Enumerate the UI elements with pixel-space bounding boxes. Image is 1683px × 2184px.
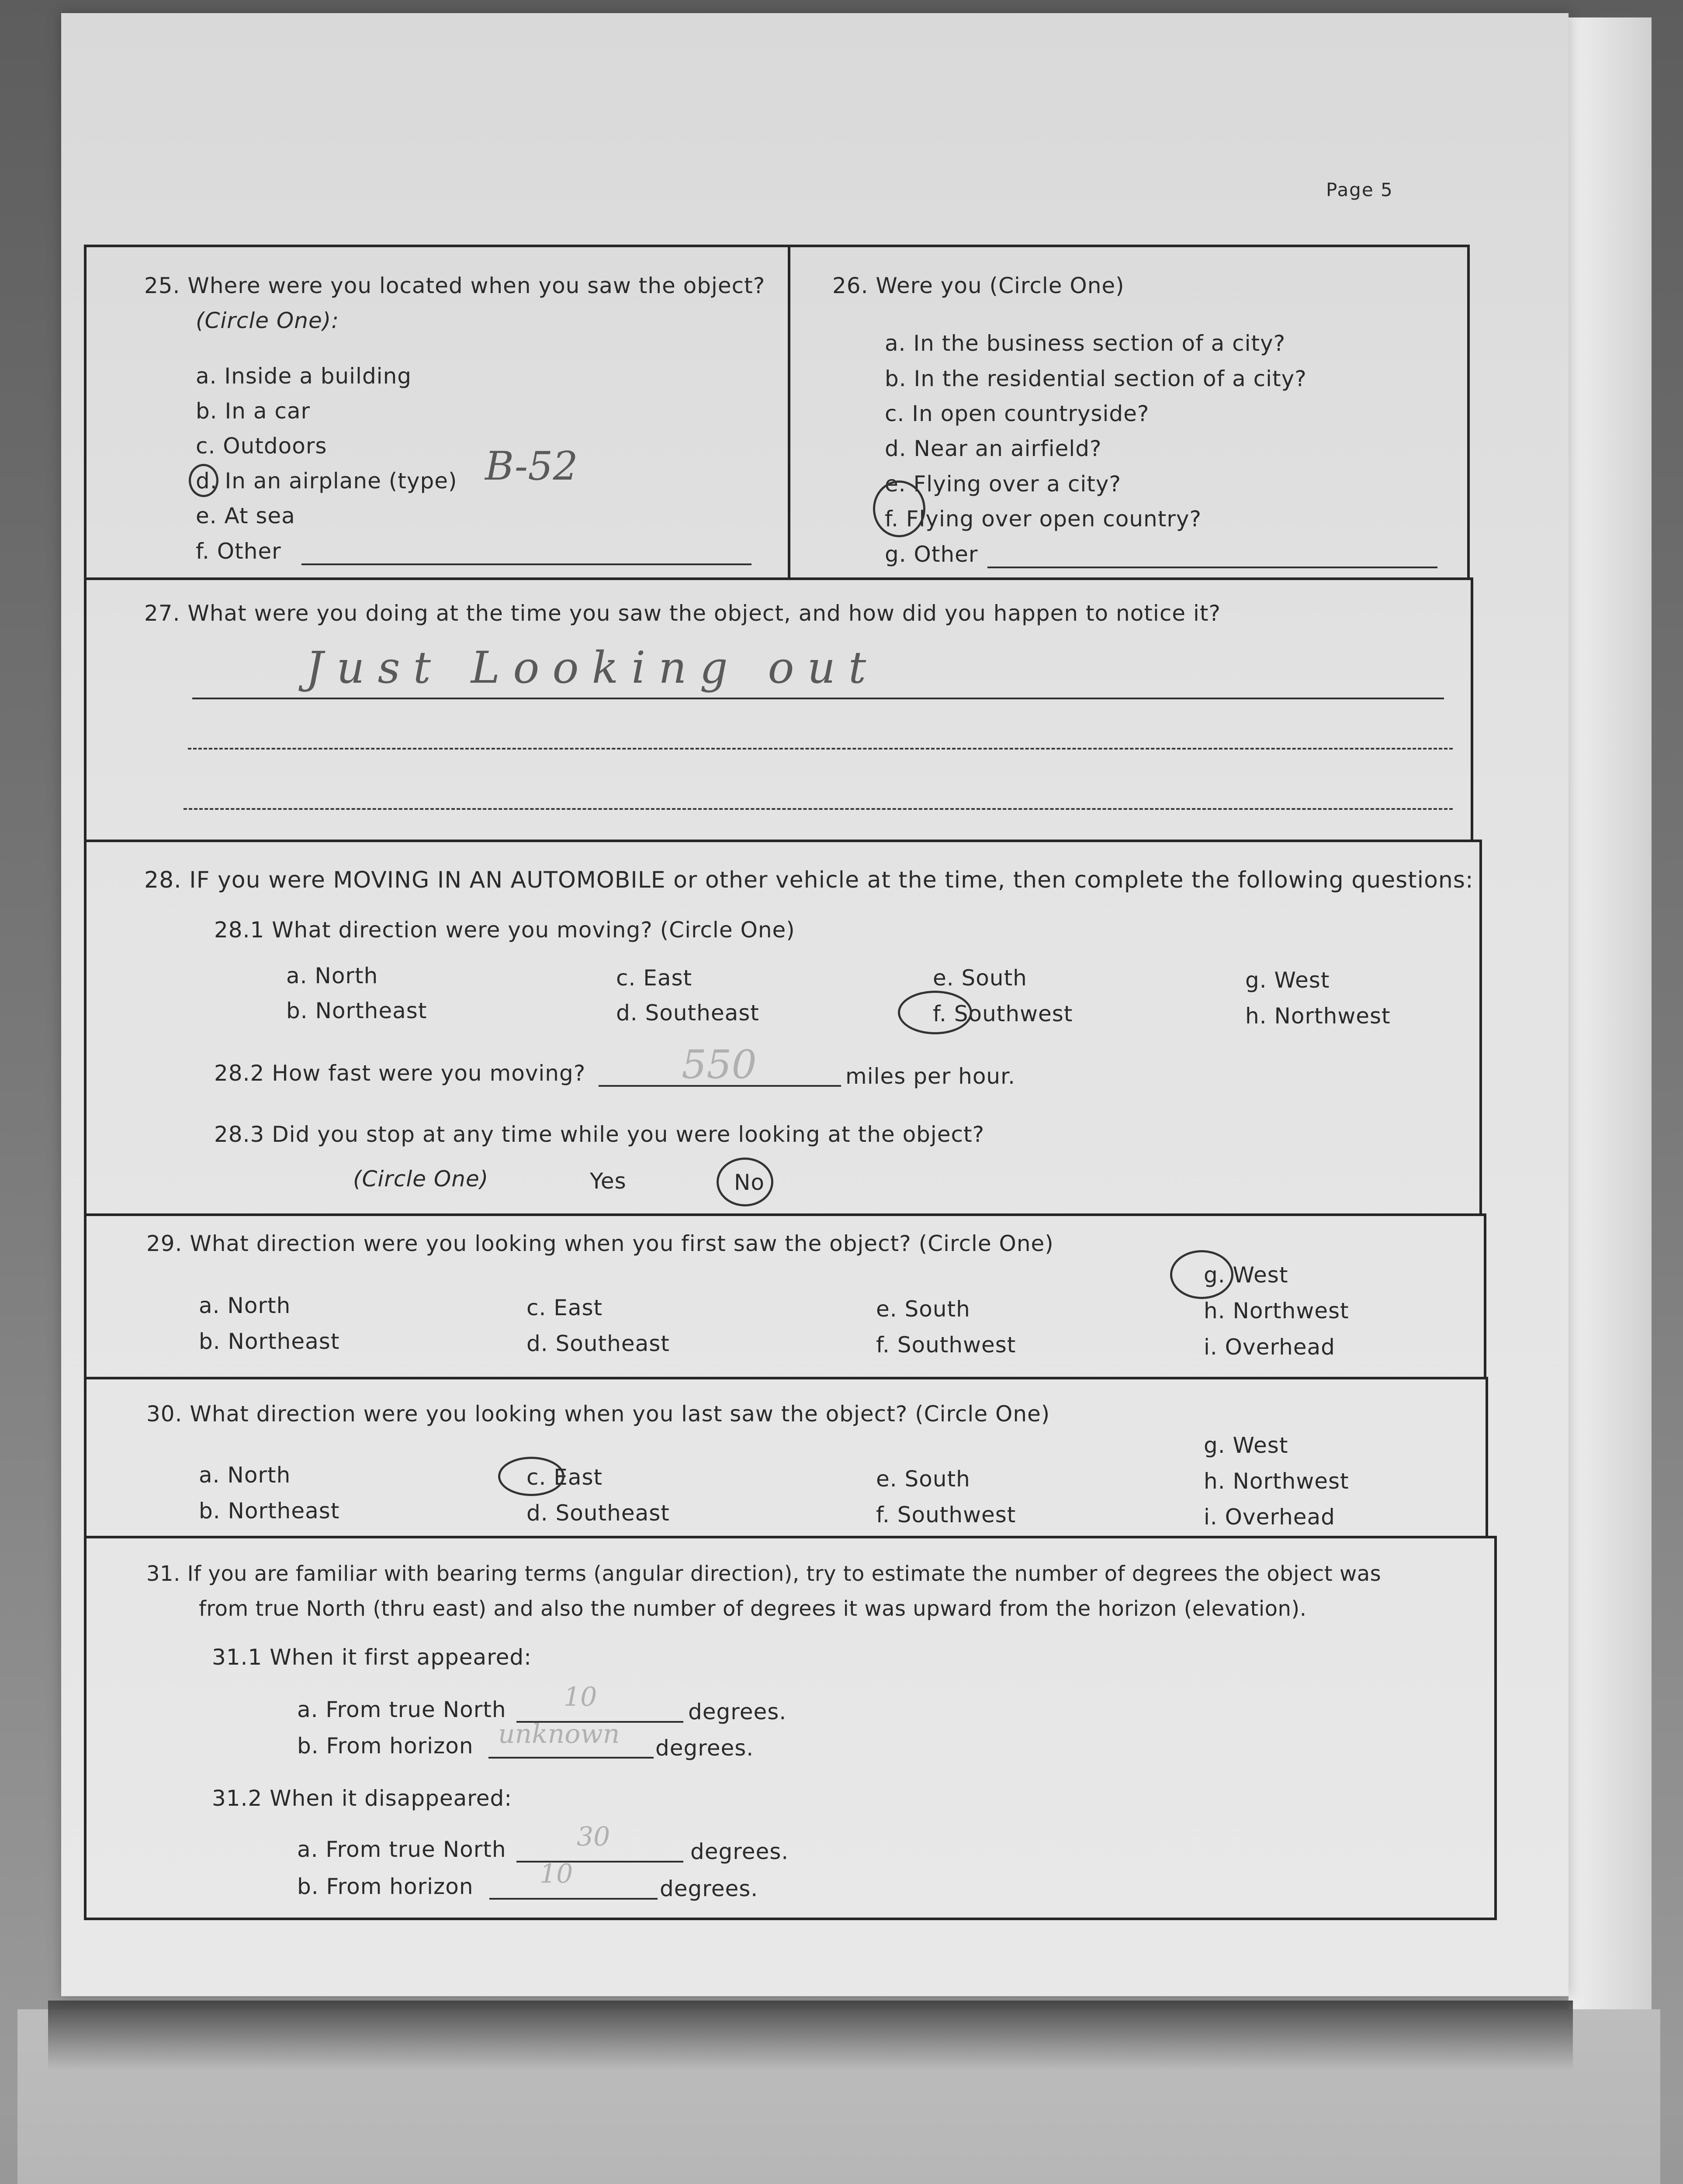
- q31-1a-label: a. From true North: [297, 1697, 506, 1722]
- q31-1a-answer: 10: [564, 1682, 597, 1712]
- q26-option-b: b. In the residential section of a city?: [885, 366, 1307, 391]
- q30-option-b: b. Northeast: [199, 1498, 340, 1524]
- q26-option-a: a. In the business section of a city?: [885, 331, 1286, 356]
- q28-direction-d: d. Southeast: [616, 1000, 759, 1026]
- q25-option-a: a. Inside a building: [196, 363, 412, 389]
- q30-question: 30. What direction were you looking when you last saw the object? (Circle One): [146, 1401, 1050, 1427]
- q25-option-d: d. In an airplane (type): [196, 468, 457, 494]
- q30-option-g: g. West: [1204, 1433, 1288, 1458]
- q29-option-g: g. West: [1204, 1262, 1288, 1288]
- q28-3-circle-one: (Circle One): [353, 1166, 489, 1192]
- page-edge: [1569, 17, 1652, 2009]
- q29-option-a: a. North: [199, 1293, 291, 1318]
- q28-3-yes: Yes: [590, 1168, 627, 1194]
- q30-option-d: d. Southeast: [526, 1500, 670, 1526]
- q28-direction-g: g. West: [1245, 968, 1330, 993]
- q31-question-line2: from true North (thru east) and also the number of degrees it was upward from the horizon (elevation).: [199, 1597, 1307, 1621]
- q28-2-speed-answer: 550: [682, 1042, 757, 1088]
- q25-option-b: b. In a car: [196, 398, 311, 424]
- q26-option-d: d. Near an airfield?: [885, 436, 1102, 461]
- q27-answer-line-3: [184, 808, 1453, 810]
- q26-circled-answer-mark: [873, 480, 925, 537]
- q28-direction-h: h. Northwest: [1245, 1003, 1391, 1029]
- q25-circled-answer-mark: [189, 464, 218, 497]
- q31-1b-degrees: degrees.: [655, 1735, 754, 1761]
- q30-option-a: a. North: [199, 1462, 291, 1488]
- q28-1-question: 28.1 What direction were you moving? (Circle One): [214, 917, 795, 943]
- q29-option-h: h. Northwest: [1204, 1298, 1349, 1324]
- q25-option-f: f. Other: [196, 539, 281, 564]
- q26-option-e: e. Flying over a city?: [885, 471, 1122, 497]
- q28-2-prefix: 28.2 How fast were you moving?: [214, 1061, 586, 1086]
- q28-3-circled-answer-mark: [717, 1158, 773, 1206]
- q27-answer-line-1: [192, 698, 1444, 699]
- q27-question: 27. What were you doing at the time you saw the object, and how did you happen to notice it?: [144, 601, 1221, 626]
- q28-2-suffix: miles per hour.: [845, 1064, 1015, 1089]
- q31-2a-degrees: degrees.: [690, 1839, 789, 1864]
- q31-box: [84, 1536, 1497, 1920]
- q25-circle-one: (Circle One):: [196, 308, 339, 333]
- q30-option-c: c. East: [526, 1465, 603, 1490]
- q26-other-line: [987, 567, 1437, 568]
- q31-1b-answer: unknown: [498, 1719, 620, 1749]
- q31-2b-answer: 10: [540, 1859, 573, 1889]
- q29-question: 29. What direction were you looking when you first saw the object? (Circle One): [146, 1231, 1054, 1256]
- q25-other-line: [301, 563, 751, 565]
- q30-circled-answer-mark: [498, 1457, 564, 1496]
- q29-circled-answer-mark: [1170, 1250, 1233, 1299]
- q31-2b-line: [489, 1898, 658, 1900]
- q28-circled-answer-mark: [898, 991, 972, 1034]
- q25-option-c: c. Outdoors: [196, 433, 327, 459]
- q31-1-heading: 31.1 When it first appeared:: [212, 1645, 532, 1670]
- q28-direction-c: c. East: [616, 965, 693, 991]
- q26-option-f: f. Flying over open country?: [885, 506, 1202, 532]
- q31-2b-degrees: degrees.: [660, 1876, 758, 1901]
- q27-answer: Just Looking out: [306, 642, 880, 693]
- q31-2a-label: a. From true North: [297, 1837, 506, 1862]
- q28-direction-b: b. Northeast: [286, 998, 427, 1023]
- q29-option-b: b. Northeast: [199, 1329, 340, 1354]
- q29-option-c: c. East: [526, 1295, 603, 1320]
- q28-3-question: 28.3 Did you stop at any time while you were looking at the object?: [214, 1122, 985, 1147]
- q28-direction-a: a. North: [286, 963, 378, 988]
- q26-option-c: c. In open countryside?: [885, 401, 1150, 426]
- q31-1b-label: b. From horizon: [297, 1733, 474, 1759]
- q29-option-f: f. Southwest: [876, 1332, 1016, 1358]
- q25-question: 25. Where were you located when you saw the object?: [144, 273, 765, 298]
- sheet-shadow: [48, 2001, 1573, 2070]
- q28-question: 28. IF you were MOVING IN AN AUTOMOBILE or other vehicle at the time, then complete the following questions:: [144, 867, 1474, 893]
- q31-2b-label: b. From horizon: [297, 1874, 474, 1899]
- q29-option-d: d. Southeast: [526, 1331, 670, 1356]
- q30-option-f: f. Southwest: [876, 1502, 1016, 1527]
- q29-option-e: e. South: [876, 1296, 970, 1322]
- q31-question-line1: 31. If you are familiar with bearing terms (angular direction), try to estimate the number of degrees the object was: [146, 1562, 1382, 1586]
- q30-option-e: e. South: [876, 1466, 970, 1492]
- q26-question: 26. Were you (Circle One): [832, 273, 1125, 298]
- q28-3-no: No: [734, 1170, 765, 1195]
- q27-answer-line-2: [188, 748, 1453, 750]
- q31-1b-line: [488, 1757, 654, 1759]
- q25-option-e: e. At sea: [196, 503, 295, 529]
- q30-option-h: h. Northwest: [1204, 1469, 1349, 1494]
- q28-direction-e: e. South: [933, 965, 1027, 991]
- q30-option-i: i. Overhead: [1204, 1504, 1335, 1530]
- q25-airplane-type-answer: B-52: [485, 443, 578, 489]
- q31-2-heading: 31.2 When it disappeared:: [212, 1786, 513, 1811]
- q28-direction-f: f. Southwest: [933, 1001, 1073, 1026]
- q26-option-g: g. Other: [885, 542, 978, 567]
- q29-option-i: i. Overhead: [1204, 1334, 1335, 1360]
- q31-2a-answer: 30: [577, 1821, 610, 1852]
- q31-1a-degrees: degrees.: [688, 1699, 787, 1724]
- page-number: Page 5: [1326, 179, 1393, 200]
